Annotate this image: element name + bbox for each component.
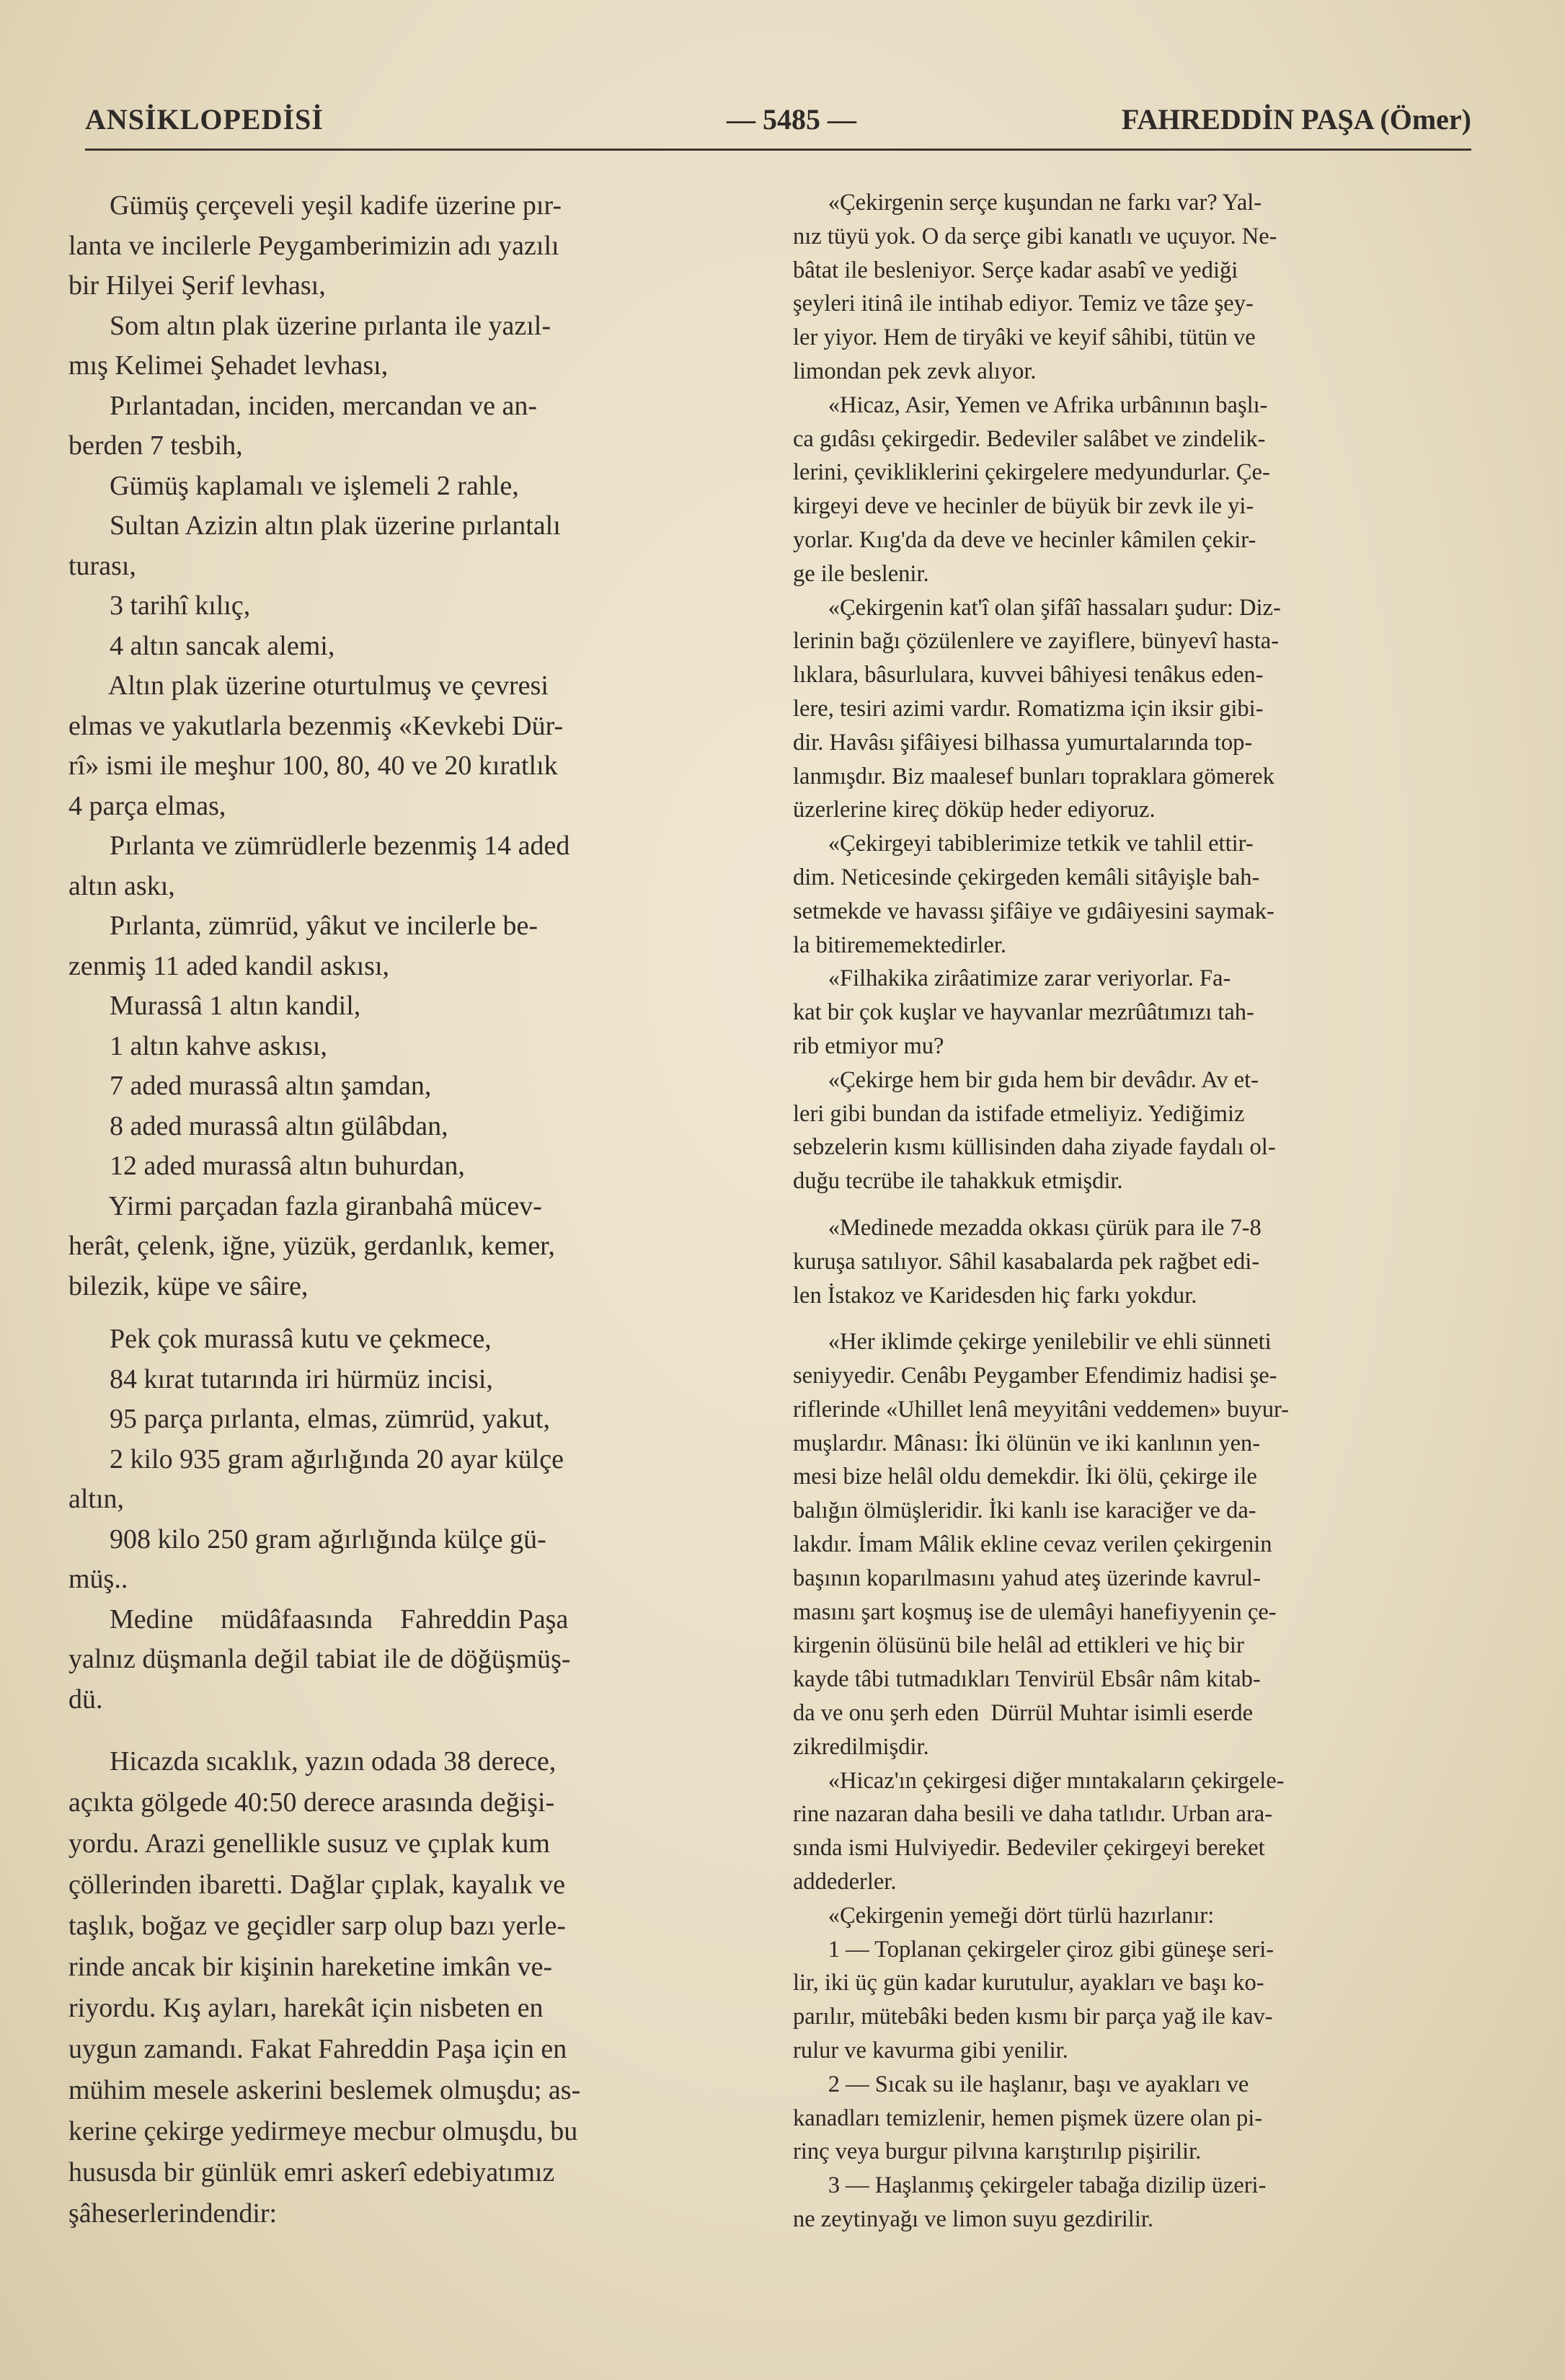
text-line: dü. bbox=[68, 1684, 103, 1715]
text-line: 2 kilo 935 gram ağırlığında 20 ayar külçe bbox=[68, 1443, 564, 1474]
text-line: «Çekirgenin kat'î olan şifâî hassaları şudur: Diz- bbox=[793, 594, 1281, 621]
text-line: kat bir çok kuşlar ve hayvanlar mezrûâtımızı tah- bbox=[793, 999, 1254, 1026]
text-line: 1 altın kahve askısı, bbox=[68, 1030, 327, 1061]
text-line: herât, çelenk, iğne, yüzük, gerdanlık, kemer, bbox=[68, 1231, 555, 1261]
text-line: şâheserlerindendir: bbox=[68, 2198, 278, 2229]
text-line: «Çekirgeyi tabiblerimize tetkik ve tahlil ettir- bbox=[793, 831, 1254, 857]
text-line: sebzelerin kısmı küllisinden daha ziyade faydalı ol- bbox=[793, 1134, 1276, 1161]
text-line: «Çekirgenin serçe kuşundan ne farkı var? Yal- bbox=[793, 190, 1262, 216]
text-line: «Çekirgenin yemeği dört türlü hazırlanır: bbox=[793, 1902, 1215, 1929]
text-line: 95 parça pırlanta, elmas, zümrüd, yakut, bbox=[68, 1404, 550, 1434]
text-line: «Filhakika zirâatimize zarar veriyorlar. Fa- bbox=[793, 965, 1231, 992]
text-line: lanta ve incilerle Peygamberimizin adı yazılı bbox=[68, 230, 559, 261]
text-line: çöllerinden ibaretti. Dağlar çıplak, kayalık ve bbox=[68, 1870, 565, 1900]
text-line: muşlardır. Mânası: İki ölünün ve iki kanlının yen- bbox=[793, 1430, 1261, 1456]
text-line: ler yiyor. Hem de tiryâki ve keyif sâhibi, tütün ve bbox=[793, 324, 1256, 351]
text-line: rulur ve kavurma gibi yenilir. bbox=[793, 2038, 1068, 2064]
text-line: rî» ismi ile meşhur 100, 80, 40 ve 20 kıratlık bbox=[68, 751, 558, 781]
text-line: dim. Neticesinde çekirgeden kemâli sitâyişle bah- bbox=[793, 864, 1260, 890]
text-line: 2 — Sıcak su ile haşlanır, başı ve ayakları ve bbox=[793, 2071, 1249, 2097]
text-line: Gümüş kaplamalı ve işlemeli 2 rahle, bbox=[68, 470, 519, 501]
text-line: riyordu. Kış ayları, harekât için nisbeten en bbox=[68, 1993, 544, 2023]
text-line: rib etmiyor mu? bbox=[793, 1032, 944, 1059]
text-line: 4 altın sancak alemi, bbox=[68, 630, 335, 661]
text-line: 3 — Haşlanmış çekirgeler tabağa dizilip üzeri- bbox=[793, 2172, 1267, 2199]
right-column bbox=[793, 186, 1481, 2237]
text-line: elmas ve yakutlarla bezenmiş «Kevkebi Dür- bbox=[68, 710, 564, 741]
header-rule bbox=[85, 149, 1471, 151]
text-line: leri gibi bundan da istifade etmeliyiz. Yediğimiz bbox=[793, 1100, 1245, 1127]
text-line: len İstakoz ve Karidesden hiç farkı yokdur. bbox=[793, 1282, 1197, 1309]
text-line: addederler. bbox=[793, 1869, 897, 1895]
text-line: lerinin bağı çözülenlere ve zayiflere, bünyevî hasta- bbox=[793, 628, 1280, 655]
text-line: bir Hilyei Şerif levhası, bbox=[68, 270, 326, 301]
text-line: bilezik, küpe ve sâire, bbox=[68, 1270, 309, 1301]
text-line: uygun zamandı. Fakat Fahreddin Paşa için en bbox=[68, 2034, 567, 2064]
text-line: duğu tecrübe ile tahakkuk etmişdir. bbox=[793, 1168, 1123, 1195]
text-line: kanadları temizlenir, hemen pişmek üzere olan pi- bbox=[793, 2105, 1263, 2131]
text-line: «Her iklimde çekirge yenilebilir ve ehli sünneti bbox=[793, 1329, 1272, 1355]
text-line: ge ile beslenir. bbox=[793, 560, 929, 587]
text-line: «Hicaz, Asir, Yemen ve Afrika urbânının başlı- bbox=[793, 391, 1268, 418]
text-line: Altın plak üzerine oturtulmuş ve çevresi bbox=[68, 671, 549, 701]
text-line: mesi bize helâl oldu demekdir. İki ölü, çekirge ile bbox=[793, 1464, 1257, 1490]
page-number: — 5485 — bbox=[727, 103, 856, 136]
text-line: ne zeytinyağı ve limon suyu gezdirilir. bbox=[793, 2206, 1154, 2233]
text-line: kuruşa satılıyor. Sâhil kasabalarda pek rağbet edi- bbox=[793, 1248, 1260, 1275]
text-line: üzerlerine kireç döküp heder ediyoruz. bbox=[793, 797, 1156, 823]
text-line: 1 — Toplanan çekirgeler çiroz gibi güneşe seri- bbox=[793, 1936, 1274, 1963]
text-line: yalnız düşmanla değil tabiat ile de döğüşmüş- bbox=[68, 1644, 571, 1674]
text-line: başının koparılmasını yahud ateş üzerinde kavrul- bbox=[793, 1565, 1261, 1591]
header-right: FAHREDDİN PAŞA (Ömer) bbox=[1121, 103, 1471, 136]
text-line: altın, bbox=[68, 1484, 125, 1514]
text-line: lere, tesiri azimi vardır. Romatizma için iksir gibi- bbox=[793, 695, 1264, 722]
text-line: Yirmi parçadan fazla giranbahâ mücev- bbox=[68, 1190, 542, 1221]
text-line: 12 aded murassâ altın buhurdan, bbox=[68, 1151, 465, 1181]
left-column bbox=[68, 186, 750, 2234]
text-line: kerine çekirge yedirmeye mecbur olmuşdu, bu bbox=[68, 2116, 578, 2146]
text-line: kirgenin ölüsünü bile helâl ad ettikleri ve hiç bir bbox=[793, 1632, 1244, 1659]
text-line: 4 parça elmas, bbox=[68, 790, 226, 821]
text-line: seniyyedir. Cenâbı Peygamber Efendimiz hadisi şe- bbox=[793, 1363, 1277, 1389]
text-line: zenmiş 11 aded kandil askısı, bbox=[68, 950, 389, 981]
text-line: Medine müdâfaasında Fahreddin Paşa bbox=[68, 1603, 569, 1634]
text-line: yorlar. Kııg'da da deve ve hecinler kâmilen çekir- bbox=[793, 526, 1256, 553]
text-line: sında ismi Hulviyedir. Bedeviler çekirgeyi bereket bbox=[793, 1835, 1265, 1862]
text-line: Pırlanta ve zümrüdlerle bezenmiş 14 aded bbox=[68, 831, 570, 861]
text-line: Hicazda sıcaklık, yazın odada 38 derece, bbox=[68, 1746, 557, 1777]
closing-paragraph bbox=[68, 1741, 750, 2234]
text-line: Pek çok murassâ kutu ve çekmece, bbox=[68, 1324, 492, 1354]
text-line: altın askı, bbox=[68, 870, 175, 901]
text-line: 908 kilo 250 gram ağırlığında külçe gü- bbox=[68, 1523, 546, 1554]
text-line: rinç veya burgur pilvına karıştırılıp pişirilir. bbox=[793, 2138, 1202, 2165]
text-line: parılır, mütebâki beden kısmı bir parça yağ ile kav- bbox=[793, 2004, 1273, 2030]
text-line: riflerinde «Uhillet lenâ meyyitâni veddemen» buyur- bbox=[793, 1396, 1289, 1423]
header-left: ANSİKLOPEDİSİ bbox=[85, 103, 324, 136]
text-line: mühim mesele askerini beslemek olmuşdu; as- bbox=[68, 2075, 581, 2105]
text-line: lanmışdır. Biz maalesef bunları topraklara gömerek bbox=[793, 763, 1274, 789]
text-line: masını şart koşmuş ise de ulemâyi hanefiyyenin çe- bbox=[793, 1598, 1277, 1625]
text-line: yordu. Arazi genellikle susuz ve çıplak kum bbox=[68, 1828, 550, 1859]
text-line: mış Kelimei Şehadet levhası, bbox=[68, 350, 389, 381]
text-line: limondan pek zevk alıyor. bbox=[793, 358, 1037, 384]
text-line: la bitirememektedirler. bbox=[793, 932, 1006, 958]
text-line: Pırlanta, zümrüd, yâkut ve incilerle be- bbox=[68, 911, 538, 941]
text-line: «Çekirge hem bir gıda hem bir devâdır. Av et- bbox=[793, 1066, 1259, 1093]
text-line: dir. Havâsı şifâiyesi bilhassa yumurtalarında top- bbox=[793, 729, 1253, 756]
text-line: Som altın plak üzerine pırlanta ile yazıl- bbox=[68, 310, 551, 341]
text-line: bâtat ile besleniyor. Serçe kadar asabî ve yediği bbox=[793, 257, 1238, 283]
text-line: müş.. bbox=[68, 1564, 128, 1594]
text-line: şeyleri itinâ ile intihab ediyor. Temiz ve tâze şey- bbox=[793, 291, 1254, 317]
text-line: rinde ancak bir kişinin hareketine imkân ve- bbox=[68, 1952, 553, 1982]
text-line: Gümüş çerçeveli yeşil kadife üzerine pır- bbox=[68, 190, 562, 221]
text-line: 8 aded murassâ altın gülâbdan, bbox=[68, 1110, 448, 1141]
text-line: taşlık, boğaz ve geçidler sarp olup bazı yerle- bbox=[68, 1911, 567, 1941]
text-line: berden 7 tesbih, bbox=[68, 430, 243, 461]
text-line: hususda bir günlük emri askerî edebiyatımız bbox=[68, 2157, 555, 2187]
text-line: balığın ölmüşleridir. İki kanlı ise karaciğer ve da- bbox=[793, 1498, 1256, 1524]
text-line: Sultan Azizin altın plak üzerine pırlantalı bbox=[68, 510, 561, 541]
text-line: turası, bbox=[68, 550, 136, 581]
text-line: lakdır. İmam Mâlik ekline cevaz verilen çekirgenin bbox=[793, 1531, 1272, 1558]
text-line: lıklara, bâsurlulara, kuvvei bâhiyesi tenâkus eden- bbox=[793, 662, 1264, 689]
text-line: kirgeyi deve ve hecinler de büyük bir zevk ile yi- bbox=[793, 493, 1254, 520]
text-line: rine nazaran daha besili ve daha tatlıdır. Urban ara- bbox=[793, 1801, 1273, 1828]
text-line: 7 aded murassâ altın şamdan, bbox=[68, 1071, 432, 1101]
text-line: kayde tâbi tutmadıkları Tenvirül Ebsâr nâm kitab- bbox=[793, 1666, 1261, 1693]
text-line: zikredilmişdir. bbox=[793, 1733, 929, 1760]
text-line: da ve onu şerh eden Dürrül Muhtar isimli eserde bbox=[793, 1700, 1254, 1727]
text-line: 3 tarihî kılıç, bbox=[68, 590, 251, 621]
text-line: lerini, çevikliklerini çekirgelere medyundurlar. Çe- bbox=[793, 459, 1270, 486]
text-line: nız tüyü yok. O da serçe gibi kanatlı ve uçuyor. Ne- bbox=[793, 223, 1277, 249]
running-header bbox=[85, 102, 1471, 146]
text-line: lir, iki üç gün kadar kurutulur, ayakları ve başı ko- bbox=[793, 1970, 1264, 1996]
text-line: Pırlantadan, inciden, mercandan ve an- bbox=[68, 390, 537, 421]
text-line: setmekde ve havassı şifâiye ve gıdâiyesini saymak- bbox=[793, 898, 1274, 924]
text-line: Murassâ 1 altın kandil, bbox=[68, 991, 361, 1021]
text-line: ca gıdâsı çekirgedir. Bedeviler salâbet ve zindelik- bbox=[793, 425, 1266, 452]
text-line: açıkta gölgede 40:50 derece arasında değişi- bbox=[68, 1787, 555, 1818]
text-line: «Medinede mezadda okkası çürük para ile 7-8 bbox=[793, 1214, 1262, 1241]
text-line: «Hicaz'ın çekirgesi diğer mıntakaların çekirgele- bbox=[793, 1767, 1285, 1794]
text-line: 84 kırat tutarında iri hürmüz incisi, bbox=[68, 1363, 493, 1394]
